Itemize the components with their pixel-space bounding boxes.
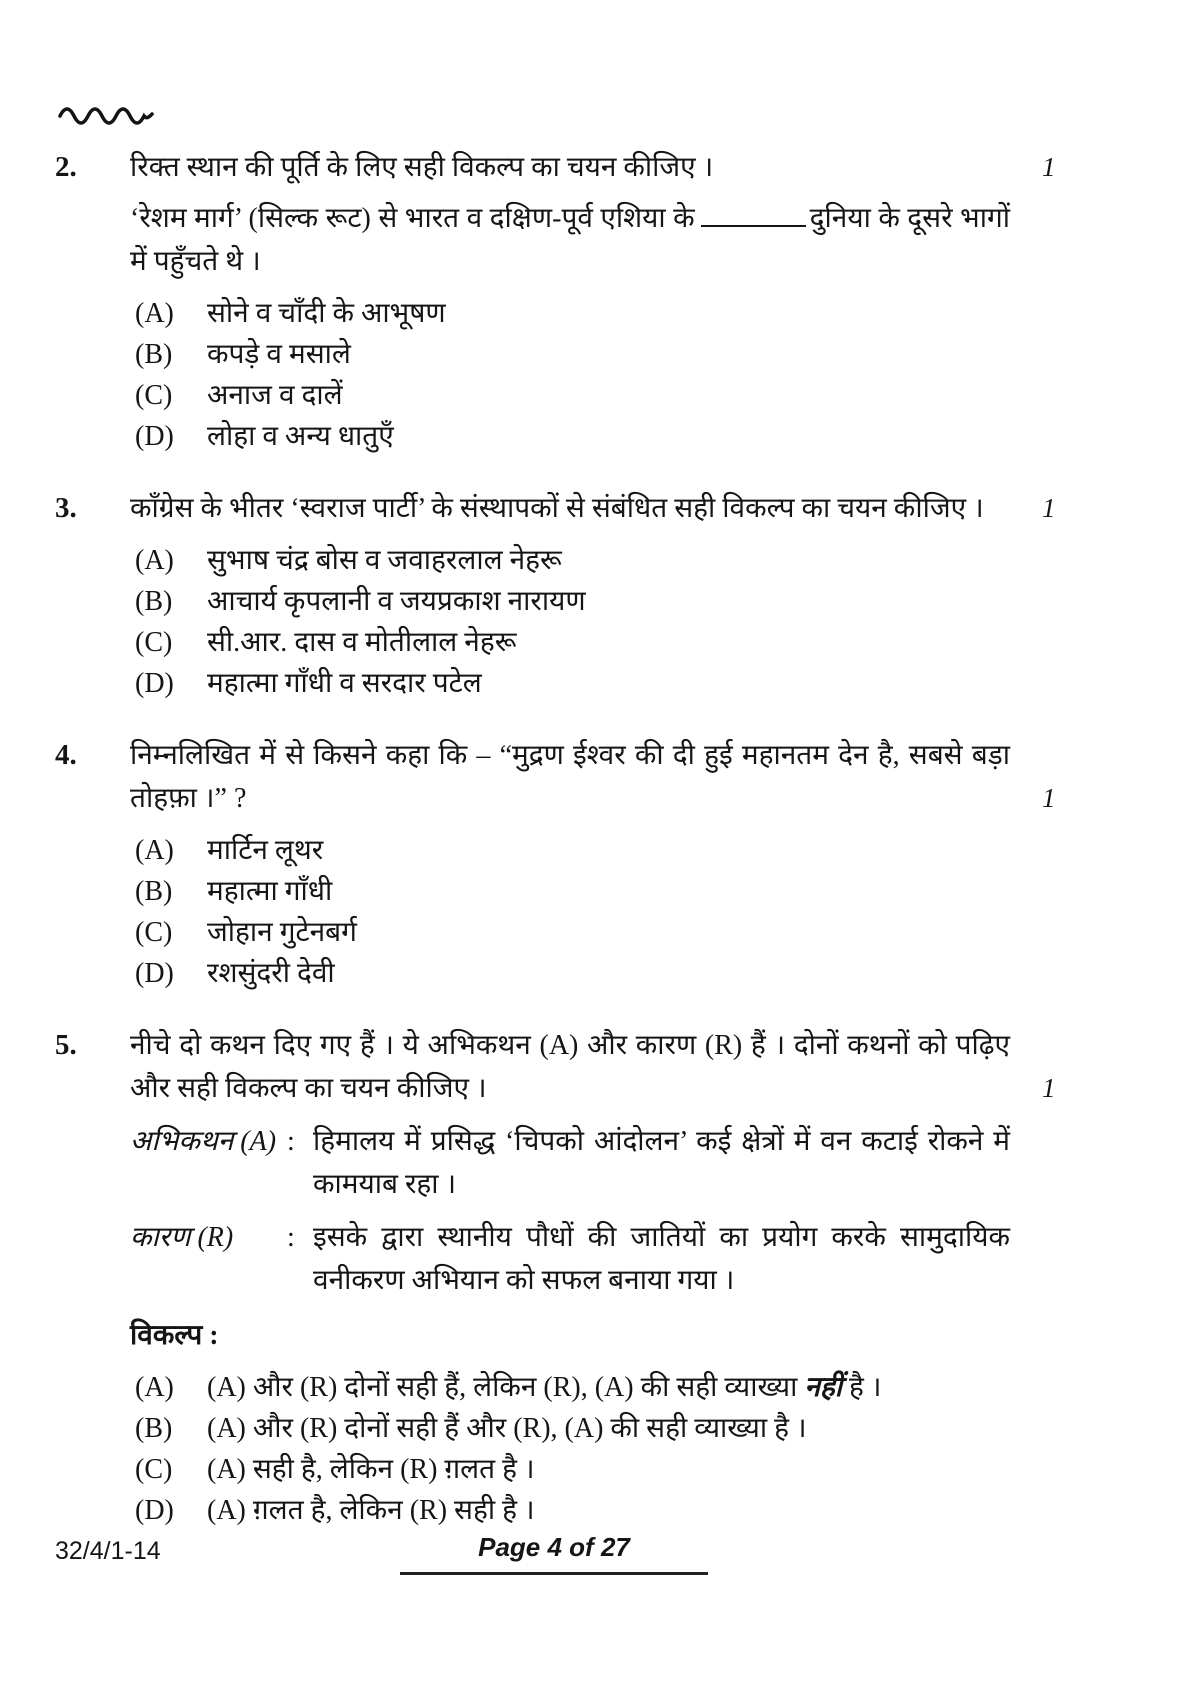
option-text [207,1367,1010,1408]
reason-label: कारण (R) [130,1222,234,1253]
option-text: सुभाष चंद्र बोस व जवाहरलाल नेहरू [207,545,562,576]
paper-code: 32/4/1-14 [55,1537,161,1565]
blank-line [701,225,806,227]
option-text: आचार्य कृपलानी व जयप्रकाश नारायण [207,586,586,617]
reason-colon: : [287,1222,295,1253]
option-label: (D) [135,668,174,699]
marks-value: 1 [1042,152,1056,182]
question-4 [55,734,1135,994]
option-text: लोहा व अन्य धातुएँ [207,421,394,452]
option-text: सोने व चाँदी के आभूषण [207,298,446,329]
option-text: महात्मा गाँधी [207,876,333,907]
option-a [130,540,1010,581]
option-label: (A) [135,1372,174,1403]
option-text: (A) और (R) दोनों सही हैं और (R), (A) की सही व्याख्या है । [207,1413,807,1444]
option-label: (B) [135,876,173,907]
question-prompt: निम्नलिखित में से किसने कहा कि – “मुद्रण ईश्वर की दी हुई महानतम देन है, सबसे बड़ा तोहफ़ा ।” ? [130,740,1010,814]
question-number: 5. [55,1029,77,1061]
option-text: रशसुंदरी देवी [207,958,335,989]
reason-text: इसके द्वारा स्थानीय पौधों की जातियों का प्रयोग करके सामुदायिक वनीकरण अभियान को सफल बनाया गया । [313,1222,1010,1296]
question-number: 3. [55,492,77,524]
option-c [130,912,1010,953]
fill-in-blank-sentence [130,197,1010,283]
option-text: सी.आर. दास व मोतीलाल नेहरू [207,627,517,658]
option-label: (C) [135,627,173,658]
option-text: अनाज व दालें [207,380,343,411]
option-label: (B) [135,339,173,370]
assertion-row [130,1120,1010,1206]
option-d [130,953,1010,994]
option-b [130,334,1010,375]
question-prompt: काँग्रेस के भीतर ‘स्वराज पार्टी’ के संस्थापकों से संबंधित सही विकल्प का चयन कीजिए । [130,493,984,524]
option-d [130,663,1010,704]
question-2 [55,146,1135,457]
squiggle-mark [57,100,1135,130]
option-label: (A) [135,545,174,576]
option-text: कपड़े व मसाले [207,339,351,370]
marks-value: 1 [1042,783,1056,813]
reason-row [130,1216,1010,1302]
assertion-text: हिमालय में प्रसिद्ध ‘चिपको आंदोलन’ कई क्षेत्रों में वन कटाई रोकने में कामयाब रहा । [313,1126,1010,1200]
page-number: Page 4 of 27 [400,1532,708,1575]
marks-value: 1 [1042,1073,1056,1103]
question-3 [55,487,1135,704]
question-number: 4. [55,739,77,771]
option-label: (C) [135,917,173,948]
option-label: (A) [135,835,174,866]
assertion-label: अभिकथन (A) [130,1126,277,1157]
options-heading: विकल्प : [130,1320,219,1351]
option-text: (A) सही है, लेकिन (R) ग़लत है । [207,1454,535,1485]
option-label: (D) [135,1495,174,1526]
option-b [130,1408,1010,1449]
option-a [130,293,1010,334]
marks-value: 1 [1042,493,1056,523]
option-label: (C) [135,380,173,411]
option-label: (B) [135,586,173,617]
option-c [130,1449,1010,1490]
option-text-pre: (A) और (R) दोनों सही हैं, लेकिन (R), (A) की सही व्याख्या [207,1372,805,1403]
option-label: (C) [135,1454,173,1485]
option-d [130,1490,1010,1531]
option-text: मार्टिन लूथर [207,835,324,866]
option-a [130,830,1010,871]
options-list [130,830,1010,994]
question-prompt: रिक्त स्थान की पूर्ति के लिए सही विकल्प का चयन कीजिए । [130,152,714,183]
question-number: 2. [55,151,77,183]
option-c [130,375,1010,416]
option-text: महात्मा गाँधी व सरदार पटेल [207,668,482,699]
option-label: (D) [135,421,174,452]
option-c [130,622,1010,663]
option-text-emphasis: नहीं [804,1372,843,1403]
option-label: (D) [135,958,174,989]
options-list [130,540,1010,704]
option-b [130,871,1010,912]
option-text: जोहान गुटेनबर्ग [207,917,357,948]
option-d [130,416,1010,457]
assertion-colon: : [287,1126,295,1157]
question-prompt: नीचे दो कथन दिए गए हैं । ये अभिकथन (A) और कारण (R) हैं । दोनों कथनों को पढ़िए और सही विकल्प का चयन कीजिए । [130,1030,1010,1104]
option-label: (A) [135,298,174,329]
sentence-after-blank: दुनिया के दूसरे भागों में पहुँचते थे । [130,203,1011,277]
options-list [130,1367,1010,1531]
option-b [130,581,1010,622]
option-text-post: है । [842,1372,882,1403]
options-list [130,293,1010,457]
option-label: (B) [135,1413,173,1444]
option-a [130,1367,1010,1408]
question-5 [55,1024,1135,1531]
sentence-before-blank: ‘रेशम मार्ग’ (सिल्क रूट) से भारत व दक्षिण-पूर्व एशिया के [130,203,695,234]
option-text: (A) ग़लत है, लेकिन (R) सही है । [207,1495,535,1526]
wavy-line-icon [57,100,157,128]
